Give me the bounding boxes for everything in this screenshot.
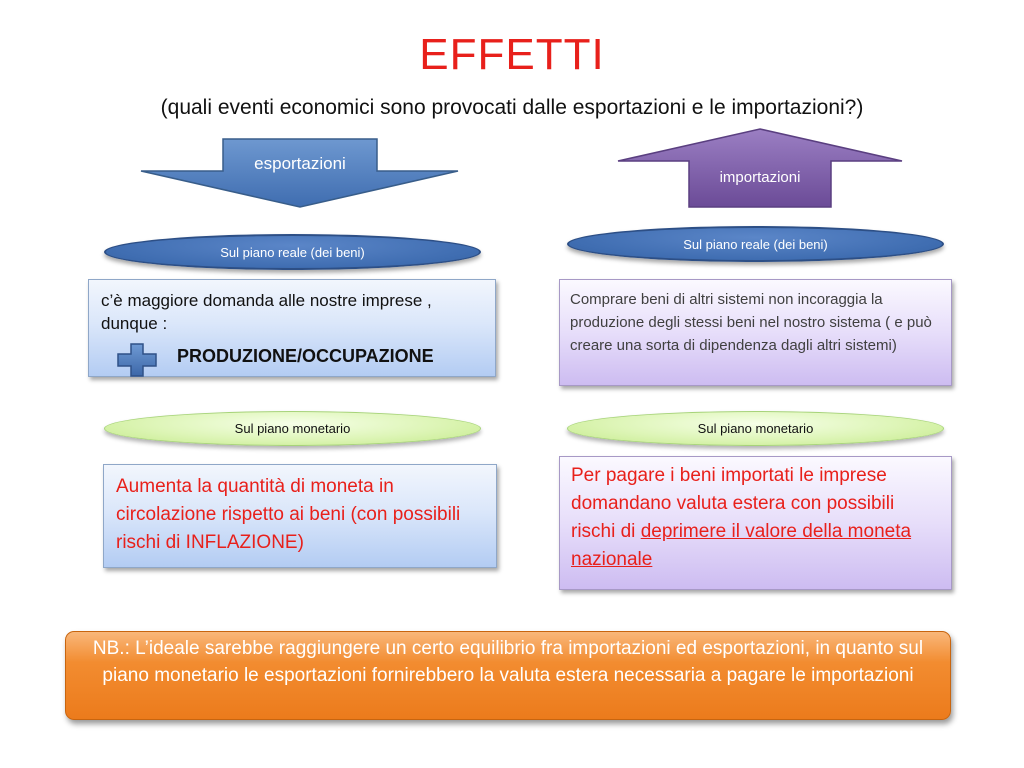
left-reale-ellipse-label: Sul piano reale (dei beni)	[220, 244, 365, 260]
slide-subtitle: (quali eventi economici sono provocati dalle esportazioni e le importazioni?)	[160, 96, 864, 119]
right-reale-ellipse	[567, 226, 944, 262]
right-monetario-box	[559, 456, 952, 590]
right-reale-ellipse-label: Sul piano reale (dei beni)	[683, 236, 828, 252]
left-reale-text: c’è maggiore domanda alle nostre imprese , dunque :	[101, 291, 432, 333]
right-monetario-ellipse-label: Sul piano monetario	[697, 421, 814, 436]
import-arrow-label: importazioni	[719, 169, 801, 186]
left-reale-box	[88, 279, 496, 377]
note-box	[65, 631, 951, 720]
right-reale-text: Comprare beni di altri sistemi non incoraggia la produzione degli stessi beni nel nostro sistema ( e può creare una sorta di dipendenza dagli altri sistemi)	[570, 291, 932, 354]
export-arrow-shape	[137, 137, 463, 211]
left-monetario-text: Aumenta la quantità di moneta in circolazione rispetto ai beni (con possibili rischi di INFLAZIONE)	[116, 476, 461, 553]
right-monetario-ellipse	[567, 411, 944, 446]
export-arrow-label: esportazioni	[254, 154, 346, 173]
left-reale-ellipse	[104, 234, 481, 270]
right-reale-box	[559, 279, 952, 386]
right-monetario-text-underlined: deprimere il valore della moneta nazionale	[571, 521, 912, 570]
right-monetario-text	[571, 462, 941, 574]
left-monetario-ellipse-label: Sul piano monetario	[234, 421, 351, 436]
left-monetario-box	[103, 464, 497, 568]
left-monetario-ellipse	[104, 411, 481, 446]
left-reale-emphasis: PRODUZIONE/OCCUPAZIONE	[177, 346, 434, 366]
plus-icon	[117, 343, 157, 377]
note-text: NB.: L’ideale sarebbe raggiungere un certo equilibrio fra importazioni ed esportazioni, in quanto sul piano monetario le esportazioni fornirebbero la valuta estera necessaria a pagare le importazioni	[92, 638, 924, 686]
right-monetario-text-plain: Per pagare i beni importati le imprese domandano valuta estera con possibili rischi di	[571, 465, 895, 542]
slide-title: EFFETTI	[419, 30, 605, 79]
